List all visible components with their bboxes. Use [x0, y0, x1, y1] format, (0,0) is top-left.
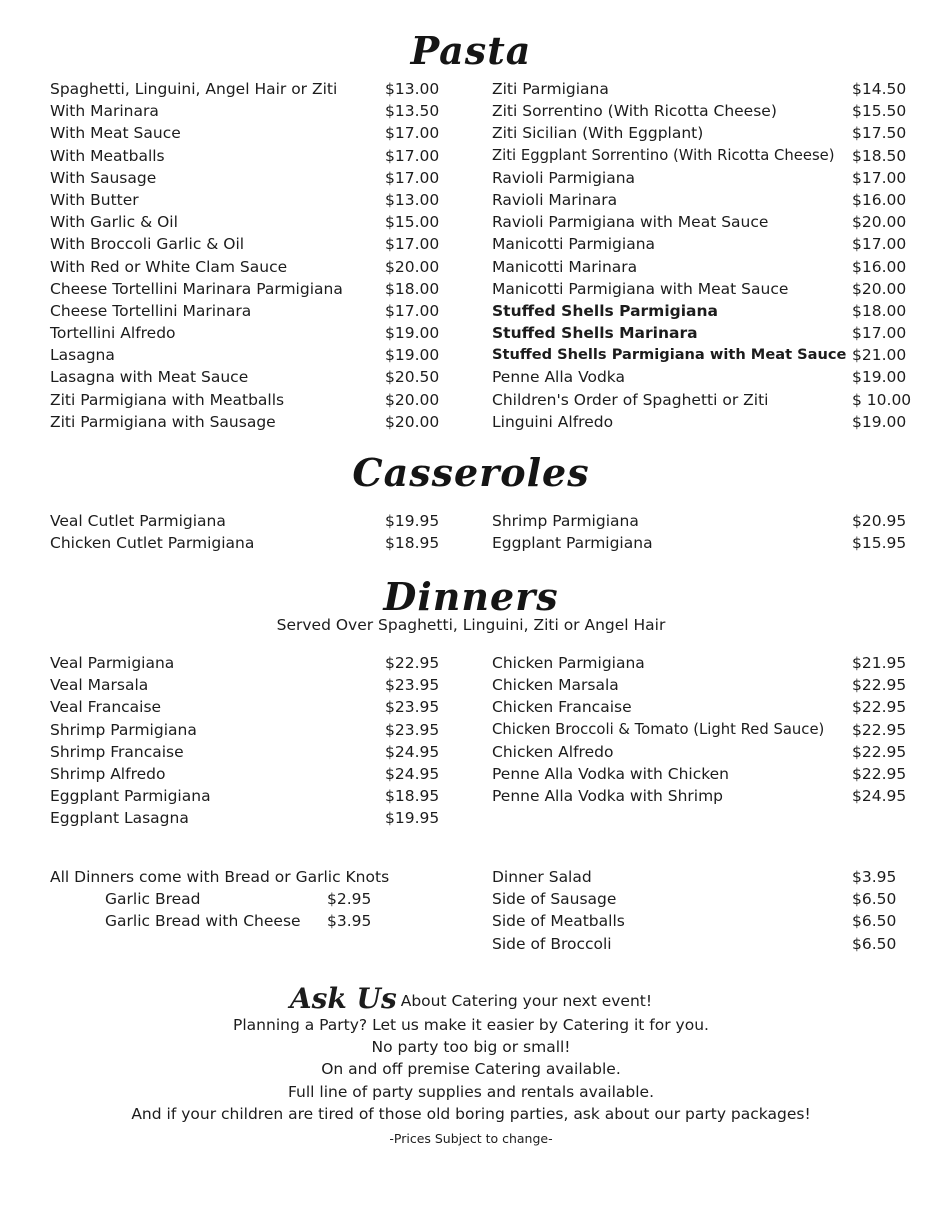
- item-price: $17.00: [385, 235, 440, 254]
- item-name: Chicken Francaise: [492, 698, 632, 717]
- item-name: With Garlic & Oil: [50, 213, 178, 232]
- item-price: $19.00: [385, 324, 440, 343]
- pasta-heading: Pasta: [410, 28, 532, 73]
- item-name: Stuffed Shells Marinara: [492, 324, 698, 343]
- item-name: Ziti Sorrentino (With Ricotta Cheese): [492, 102, 777, 121]
- item-name: Garlic Bread: [105, 890, 201, 909]
- item-name: Side of Broccoli: [492, 934, 612, 953]
- item-name: With Butter: [50, 190, 139, 209]
- menu-item: [50, 389, 450, 411]
- menu-item: [492, 145, 912, 167]
- menu-item: [492, 763, 912, 785]
- item-name: Side of Sausage: [492, 890, 617, 909]
- menu-item: [50, 256, 450, 278]
- item-price: $19.95: [385, 809, 440, 828]
- item-name: With Meatballs: [50, 146, 165, 165]
- item-name: Chicken Alfredo: [492, 742, 614, 761]
- pasta-right-column: [492, 78, 912, 433]
- item-price: $23.95: [385, 698, 440, 717]
- item-price: $19.95: [385, 512, 440, 530]
- item-price: $22.95: [852, 720, 907, 739]
- menu-item: [492, 719, 912, 741]
- item-price: $22.95: [852, 676, 907, 695]
- item-name: Ziti Parmigiana with Meatballs: [50, 390, 285, 409]
- item-price: $17.00: [385, 146, 440, 165]
- menu-item: [492, 189, 912, 211]
- item-price: $18.00: [385, 279, 440, 298]
- item-price: $20.00: [852, 213, 907, 232]
- menu-item: [492, 696, 912, 718]
- item-name: Ravioli Marinara: [492, 190, 618, 209]
- menu-item: [50, 122, 450, 144]
- item-price: $19.00: [852, 368, 907, 387]
- menu-item: [50, 674, 450, 696]
- catering-line-5: Full line of party supplies and rentals available.: [287, 1082, 655, 1101]
- item-name: Lasagna: [50, 346, 115, 365]
- item-name: With Marinara: [50, 102, 159, 121]
- menu-item: [50, 344, 450, 366]
- menu-item: [50, 532, 450, 554]
- menu-item: [492, 933, 912, 955]
- item-name: Shrimp Alfredo: [50, 764, 166, 783]
- menu-item: [492, 100, 912, 122]
- item-price: $22.95: [852, 698, 907, 717]
- item-name: Stuffed Shells Parmigiana with Meat Sauce: [492, 346, 847, 364]
- item-price: $20.00: [385, 257, 440, 276]
- menu-item: [492, 300, 912, 322]
- item-name: Manicotti Parmigiana: [492, 235, 656, 254]
- item-price: $2.95: [327, 890, 372, 909]
- item-name: Linguini Alfredo: [492, 412, 614, 431]
- menu-item: [50, 278, 450, 300]
- item-price: $17.00: [852, 168, 907, 187]
- item-name: Manicotti Marinara: [492, 257, 638, 276]
- item-name: Penne Alla Vodka: [492, 368, 626, 387]
- catering-line-1: About Catering your next event!: [400, 992, 653, 1010]
- menu-item: [492, 322, 912, 344]
- item-price: $22.95: [852, 742, 907, 761]
- menu-item: [492, 344, 912, 366]
- item-name: Eggplant Lasagna: [50, 809, 189, 828]
- item-price: $18.95: [385, 534, 440, 553]
- casseroles-left-column: [50, 510, 450, 554]
- item-name: Ravioli Parmigiana with Meat Sauce: [492, 213, 769, 232]
- menu-item: [492, 167, 912, 189]
- item-name: Penne Alla Vodka with Chicken: [492, 764, 730, 783]
- item-price: $20.95: [852, 512, 907, 530]
- item-name: Cheese Tortellini Marinara Parmigiana: [50, 279, 343, 298]
- item-price: $18.50: [852, 146, 907, 165]
- item-price: $13.00: [385, 190, 440, 209]
- item-price: $17.00: [385, 168, 440, 187]
- item-price: $17.00: [385, 301, 440, 320]
- catering-line-2: Planning a Party? Let us make it easier by Catering it for you.: [233, 1016, 709, 1034]
- bread-note-text: All Dinners come with Bread or Garlic Knots: [50, 868, 390, 886]
- item-name: Ziti Parmigiana with Sausage: [50, 412, 276, 431]
- item-price: $17.00: [852, 324, 907, 343]
- ask-us-script: Ask Us: [289, 982, 397, 1015]
- item-name: Eggplant Parmigiana: [492, 534, 653, 553]
- menu-item: [50, 888, 450, 910]
- item-price: $19.00: [385, 346, 440, 365]
- item-price: $23.95: [385, 720, 440, 739]
- item-price: $6.50: [852, 912, 897, 931]
- menu-item: [492, 278, 912, 300]
- menu-item: [492, 866, 912, 888]
- menu-item: [492, 652, 912, 674]
- item-price: $18.95: [385, 787, 440, 806]
- item-name: Penne Alla Vodka with Shrimp: [492, 787, 724, 806]
- extra-sides-column: [492, 866, 912, 955]
- menu-item: [492, 532, 912, 554]
- menu-item: [50, 652, 450, 674]
- dinners-heading: Dinners: [383, 574, 559, 619]
- item-price: $24.95: [385, 764, 440, 783]
- dinners-bread-note: [50, 866, 450, 888]
- catering-headline: [0, 984, 942, 1014]
- item-price: $16.00: [852, 190, 907, 209]
- item-price: $3.95: [327, 912, 372, 931]
- dinners-left-column: [50, 652, 450, 830]
- item-price: $17.50: [852, 124, 907, 143]
- item-name: With Meat Sauce: [50, 124, 181, 143]
- menu-item: [492, 78, 912, 100]
- item-name: Tortellini Alfredo: [50, 324, 176, 343]
- item-name: Shrimp Parmigiana: [492, 512, 639, 530]
- menu-item: [492, 741, 912, 763]
- item-name: Children's Order of Spaghetti or Ziti: [492, 390, 769, 409]
- item-price: $23.95: [385, 676, 440, 695]
- item-name: Veal Marsala: [50, 676, 149, 695]
- menu-item: [50, 411, 450, 433]
- item-price: $17.00: [385, 124, 440, 143]
- item-price: $20.00: [385, 412, 440, 431]
- menu-item: [50, 300, 450, 322]
- item-name: Garlic Bread with Cheese: [105, 912, 301, 931]
- item-name: Spaghetti, Linguini, Angel Hair or Ziti: [50, 80, 338, 98]
- item-name: With Sausage: [50, 168, 157, 187]
- item-price: $16.00: [852, 257, 907, 276]
- menu-item: [492, 211, 912, 233]
- item-name: Chicken Cutlet Parmigiana: [50, 534, 255, 553]
- item-price: $22.95: [852, 764, 907, 783]
- menu-item: [50, 719, 450, 741]
- item-price: $18.00: [852, 301, 907, 320]
- item-price: $22.95: [385, 654, 440, 672]
- menu-item: [492, 389, 912, 411]
- catering-line-6: And if your children are tired of those old boring parties, ask about our party packages!: [131, 1104, 811, 1123]
- menu-item: [50, 100, 450, 122]
- menu-item: [492, 233, 912, 255]
- pasta-left-column: [50, 78, 450, 433]
- item-name: Stuffed Shells Parmigiana: [492, 301, 718, 320]
- casseroles-heading: Casseroles: [352, 450, 590, 495]
- item-name: Ziti Eggplant Sorrentino (With Ricotta Cheese): [492, 146, 835, 164]
- menu-item: [50, 763, 450, 785]
- menu-item: [50, 167, 450, 189]
- item-price: $15.00: [385, 213, 440, 232]
- item-name: Manicotti Parmigiana with Meat Sauce: [492, 279, 789, 298]
- item-name: Veal Francaise: [50, 698, 162, 717]
- menu-item: [492, 785, 912, 807]
- item-price: $13.50: [385, 102, 440, 121]
- item-name: Chicken Broccoli & Tomato (Light Red Sauce): [492, 720, 825, 738]
- item-price: $20.50: [385, 368, 440, 387]
- menu-item: [492, 910, 912, 932]
- item-name: Veal Parmigiana: [50, 654, 175, 672]
- menu-item: [50, 366, 450, 388]
- item-price: $ 10.00: [852, 390, 912, 409]
- item-name: Lasagna with Meat Sauce: [50, 368, 249, 387]
- item-price: $24.95: [852, 787, 907, 806]
- item-price: $17.00: [852, 235, 907, 254]
- menu-item: [50, 189, 450, 211]
- price-disclaimer: -Prices Subject to change-: [389, 1130, 553, 1146]
- menu-item: [50, 211, 450, 233]
- item-name: Ziti Sicilian (With Eggplant): [492, 124, 704, 143]
- menu-item: [492, 510, 912, 532]
- menu-item: [50, 322, 450, 344]
- item-price: $21.00: [852, 346, 907, 365]
- item-name: Side of Meatballs: [492, 912, 625, 931]
- item-name: Dinner Salad: [492, 868, 592, 886]
- menu-item: [492, 411, 912, 433]
- item-name: With Broccoli Garlic & Oil: [50, 235, 245, 254]
- item-name: Eggplant Parmigiana: [50, 787, 211, 806]
- menu-item: [50, 145, 450, 167]
- item-price: $15.95: [852, 534, 907, 553]
- menu-item: [50, 807, 450, 829]
- item-name: Ravioli Parmigiana: [492, 168, 636, 187]
- item-name: Cheese Tortellini Marinara: [50, 301, 252, 320]
- menu-item: [50, 510, 450, 532]
- menu-item: [492, 122, 912, 144]
- dinners-right-column: [492, 652, 912, 807]
- menu-item: [50, 910, 450, 932]
- item-price: $13.00: [385, 80, 440, 98]
- menu-item: [50, 78, 450, 100]
- item-name: With Red or White Clam Sauce: [50, 257, 288, 276]
- item-price: $21.95: [852, 654, 907, 672]
- menu-item: [492, 674, 912, 696]
- item-name: Ziti Parmigiana: [492, 80, 609, 98]
- item-price: $6.50: [852, 934, 897, 953]
- menu-item: [492, 256, 912, 278]
- catering-line-4: On and off premise Catering available.: [321, 1060, 621, 1079]
- item-name: Chicken Marsala: [492, 676, 619, 695]
- menu-item: [50, 233, 450, 255]
- menu-item: [50, 741, 450, 763]
- item-price: $20.00: [852, 279, 907, 298]
- menu-item: [492, 366, 912, 388]
- item-price: $19.00: [852, 412, 907, 431]
- casseroles-right-column: [492, 510, 912, 554]
- bread-sides-column: [50, 866, 450, 933]
- item-price: $15.50: [852, 102, 907, 121]
- item-price: $20.00: [385, 390, 440, 409]
- catering-section: [0, 984, 942, 1150]
- item-name: Shrimp Parmigiana: [50, 720, 197, 739]
- item-name: Shrimp Francaise: [50, 742, 184, 761]
- item-price: $3.95: [852, 868, 897, 886]
- item-price: $14.50: [852, 80, 907, 98]
- item-name: Chicken Parmigiana: [492, 654, 645, 672]
- dinners-subtitle: Served Over Spaghetti, Linguini, Ziti or Angel Hair: [276, 616, 666, 634]
- menu-item: [50, 696, 450, 718]
- item-price: $24.95: [385, 742, 440, 761]
- item-name: Veal Cutlet Parmigiana: [50, 512, 226, 530]
- menu-item: [492, 888, 912, 910]
- item-price: $6.50: [852, 890, 897, 909]
- catering-line-3: No party too big or small!: [371, 1038, 571, 1057]
- menu-item: [50, 785, 450, 807]
